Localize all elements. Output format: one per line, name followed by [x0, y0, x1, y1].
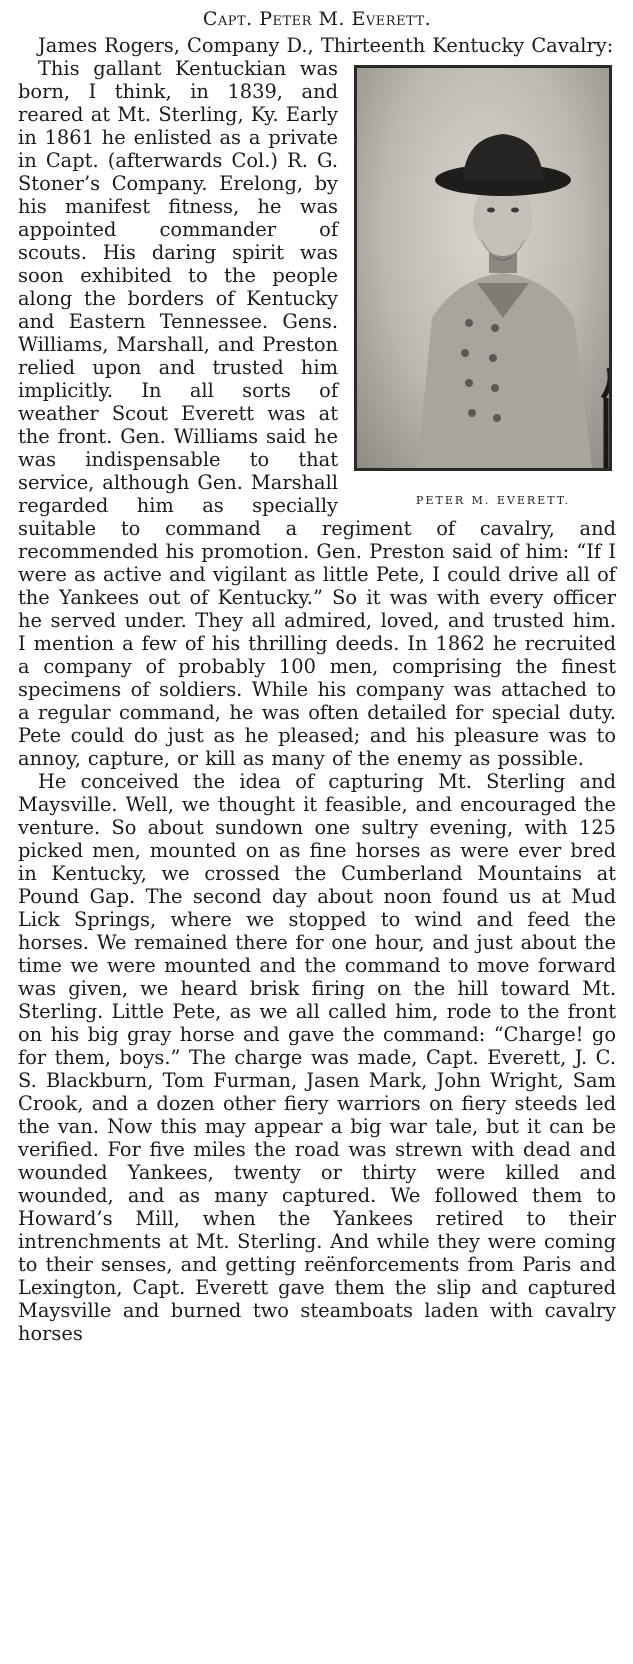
portrait-photo [354, 65, 612, 471]
byline: James Rogers, Company D., Thirteenth Kentucky Cavalry: [38, 34, 614, 57]
portrait-caption: PETER M. EVERETT. [416, 494, 570, 507]
portrait-illustration [377, 68, 612, 468]
document-page [18, 8, 616, 1345]
paragraph-1-text: This gallant Kentuckian was born, I think, in 1839, and reared at Mt. Sterling, Ky. Early in 1861 he enlisted as a private in Capt. (afterwards Col.) R. G. Stoner’s Company. Erelong, by his manifest fitness, he was appointed commander of scouts. His daring spirit was soon exhibited to the people along the borders of Kentucky and Eastern Tennessee. Gens. Williams, Marshall, and Preston relied upon and trusted him implicitly. In all sorts of weather Scout Everett was at the front. Gen. Williams said he was indispensable to that service, although Gen. Marshall regarded him as specially suitable to command a regiment of cavalry, and recommended his promotion. Gen. Preston said of him: “If I were as active and vigilant as little Pete, I could drive all of the Yankees out of Kentucky.” So it was with every officer he served under. They all admired, loved, and trusted him. I mention a few of his thrilling deeds. In 1862 he recruited a company of probably 100 men, comprising the finest specimens of soldiers. While his company was attached to a regular command, he was often detailed for special duty. Pete could do just as he pleased; and his pleasure was to annoy, capture, or kill as many of the enemy as possible. [18, 57, 616, 770]
portrait-figure [350, 65, 616, 512]
paragraph-1 [18, 57, 616, 770]
page-title: Capt. Peter M. Everett. [202, 8, 432, 30]
paragraph-2: He conceived the idea of capturing Mt. Sterling and Maysville. Well, we thought it feasible, and encouraged the venture. So about sundown one sultry evening, with 125 picked men, mounted on as fine horses as were ever bred in Kentucky, we crossed the Cumberland Mountains at Pound Gap. The second day about noon found us at Mud Lick Springs, where we stopped to wind and feed the horses. We remained there for one hour, and just about the time we were mounted and the command to move forward was given, we heard brisk firing on the hill toward Mt. Sterling. Little Pete, as we all called him, rode to the front on his big gray horse and gave the command: “Charge! go for them, boys.” The charge was made, Capt. Everett, J. C. S. Blackburn, Tom Furman, Jasen Mark, John Wright, Sam Crook, and a dozen other fiery warriors on fiery steeds led the van. Now this may appear a big war tale, but it can be verified. For five miles the road was strewn with dead and wounded Yankees, twenty or thirty were killed and wounded, and as many captured. We followed them to Howard’s Mill, when the Yankees retired to their intrenchments at Mt. Sterling. And while they were coming to their senses, and getting reënforcements from Paris and Lexington, Capt. Everett gave them the slip and captured Maysville and burned two steamboats laden with cavalry horses [18, 770, 616, 1345]
